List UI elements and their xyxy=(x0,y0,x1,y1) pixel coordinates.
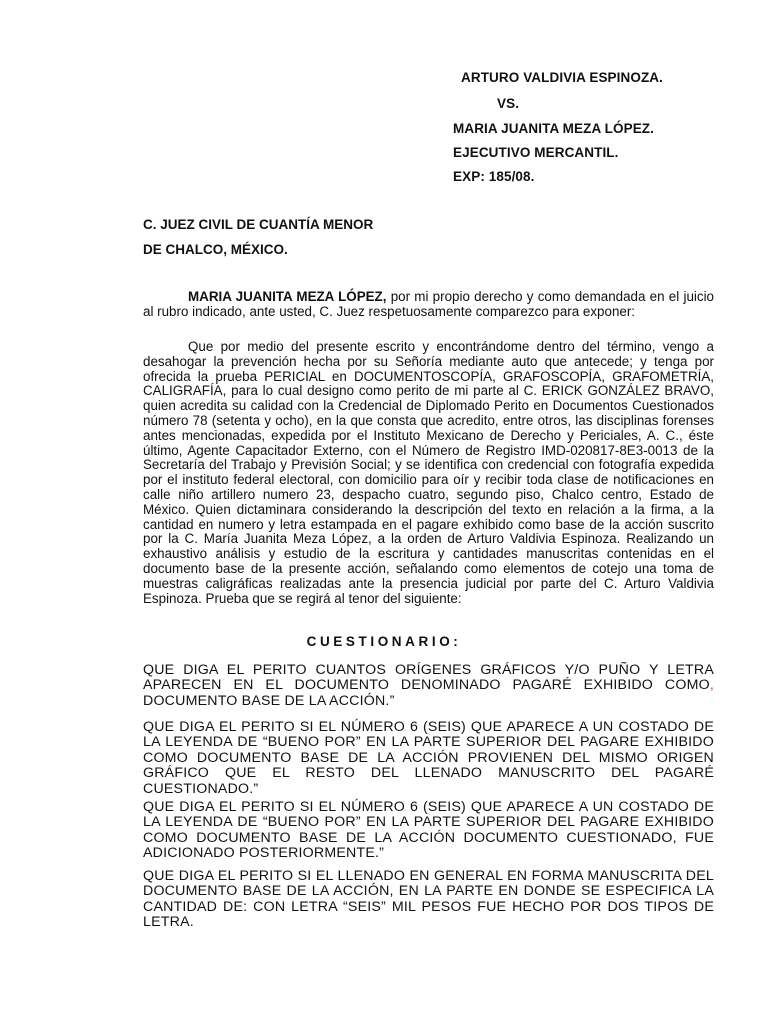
plaintiff-name: ARTURO VALDIVIA ESPINOZA. xyxy=(461,70,664,85)
case-type: EJECUTIVO MERCANTIL. xyxy=(453,145,619,160)
question-1-comma: , xyxy=(709,677,714,694)
question-1 xyxy=(143,663,714,709)
addressee-line-1: C. JUEZ CIVIL DE CUANTÍA MENOR xyxy=(143,217,374,232)
addressee-line-2: DE CHALCO, MÉXICO. xyxy=(143,242,288,257)
intro-paragraph xyxy=(143,290,714,320)
question-2: QUE DIGA EL PERITO SI EL NÚMERO 6 (SEIS) QUE APARECE A UN COSTADO DE LA LEYENDA DE “BUENO POR” EN LA PARTE SUPERIOR DEL PAGARE EXHIBIDO COMO DOCUMENTO BASE DE LA ACCIÓN PROVIENEN DEL MISMO ORIGEN GRÁFICO QUE EL RESTO DEL LLENADO MANUSCRITO DEL PAGARÉ CUESTIONADO.” xyxy=(143,719,714,797)
defendant-name: MARIA JUANITA MEZA LÓPEZ. xyxy=(453,121,654,136)
question-4: QUE DIGA EL PERITO SI EL LLENADO EN GENERAL EN FORMA MANUSCRITA DEL DOCUMENTO BASE DE LA ACCIÓN, EN LA PARTE EN DONDE SE ESPECIFICA LA CANTIDAD DE: CON LETRA “SEIS” MIL PESOS FUE HECHO POR DOS TIPOS DE LETRA. xyxy=(143,868,714,931)
body-paragraph xyxy=(143,340,714,606)
question-1-text: QUE DIGA EL PERITO CUANTOS ORÍGENES GRÁFICOS Y/O PUÑO Y LETRA APARECEN EN EL DOCUMENTO DENOMINADO PAGARÉ EXHIBIDO COMO xyxy=(143,662,714,694)
question-3: QUE DIGA EL PERITO SI EL NÚMERO 6 (SEIS) QUE APARECE A UN COSTADO DE LA LEYENDA DE “BUENO POR” EN LA PARTE SUPERIOR DEL PAGARE EXHIBIDO COMO DOCUMENTO BASE DE LA ACCIÓN DOCUMENTO CUESTIONADO, FUE ADICIONADO POSTERIORMENTE.” xyxy=(143,799,714,862)
questionnaire-title: CUESTIONARIO: xyxy=(306,634,462,649)
file-number: EXP: 185/08. xyxy=(453,169,535,184)
question-1-end: DOCUMENTO BASE DE LA ACCIÓN.” xyxy=(143,692,395,709)
intro-text: por mi propio derecho y como demandada en el juicio al rubro indicado, ante usted, C. Juez respetuosamente comparezco para exponer: xyxy=(143,289,714,319)
versus-label: VS. xyxy=(497,96,520,111)
body-text: Que por medio del presente escrito y encontrándome dentro del término, vengo a desahogar la prevención hecha por su Señoría mediante auto que antecede; y tenga por ofrecida la prueba PERICIAL en DOCUMENTOSCOPÍA, GRAFOSCOPÍA, GRAFOMETRÍA, CALIGRAFÍA, para lo cual designo como perito de mi parte al C. ERICK GONZÁLEZ BRAVO, quien acredita su calidad con la Credencial de Diplomado Perito en Documentos Cuestionados número 78 (setenta y ocho), en la que consta que acredito, entre otros, las disciplinas forenses antes mencionadas, expedida por el Instituto Mexicano de Derecho y Periciales, A. C., éste último, Agente Capacitador Externo, con el Número de Registro IMD-020817-8E3-0013 de la Secretaría del Trabajo y Previsión Social; y se identifica con credencial con fotografía expedida por el instituto federal electoral, con domicilio para oír y recibir toda clase de notificaciones en calle niño artillero numero 23, despacho cuatro, segundo piso, Chalco centro, Estado de México. Quien dictaminara considerando la descripción del texto en relación a la firma, a la cantidad en numero y letra estampada en el pagare exhibido como base de la acción suscrito por la C. María Juanita Meza López, a la orden de Arturo Valdivia Espinoza. Realizando un exhaustivo análisis y estudio de la escritura y cantidades manuscritas contenidas en el documento base de la presente acción, señalando como elementos de cotejo una toma de muestras caligráficas realizadas ante la presencia judicial por parte del C. Arturo Valdivia Espinoza. Prueba que se regirá al tenor del siguiente: xyxy=(143,339,714,606)
defendant-name-inline: MARIA JUANITA MEZA LÓPEZ, xyxy=(188,289,387,304)
